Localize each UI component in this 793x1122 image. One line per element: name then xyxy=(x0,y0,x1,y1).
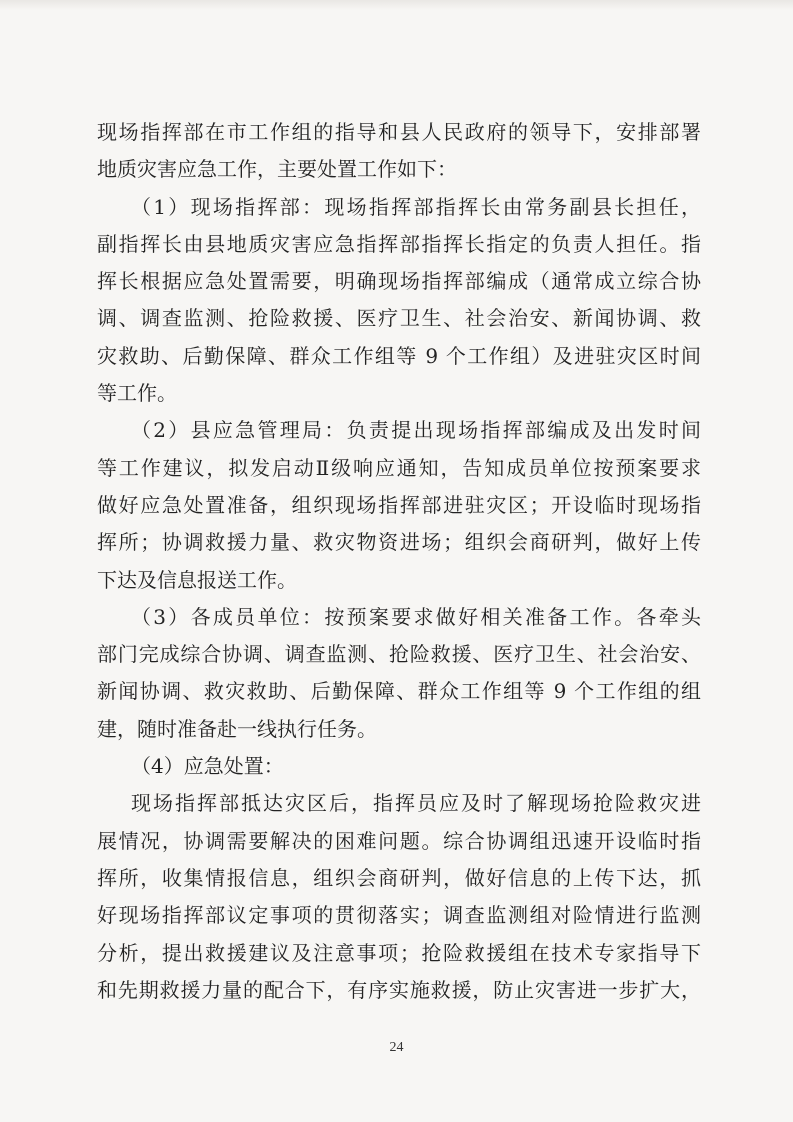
text-line: 挥长根据应急处置需要，明确现场指挥部编成（通常成立综合协 xyxy=(97,269,701,294)
text-line: （1）现场指挥部：现场指挥部指挥长由常务副县长担任， xyxy=(131,194,701,219)
document-body xyxy=(97,114,701,1009)
text-line: 下达及信息报送工作。 xyxy=(97,567,297,592)
text-line: 建，随时准备赴一线执行任务。 xyxy=(97,716,377,741)
text-line: 做好应急处置准备，组织现场指挥部进驻灾区；开设临时现场指 xyxy=(97,492,701,517)
text-line: 和先期救援力量的配合下，有序实施救援，防止灾害进一步扩大， xyxy=(97,977,701,1002)
page-number: 24 xyxy=(389,1040,404,1055)
text-line: 灾救助、后勤保障、群众工作组等 9 个工作组）及进驻灾区时间 xyxy=(97,343,701,368)
text-line: 部门完成综合协调、调查监测、抢险救援、医疗卫生、社会治安、 xyxy=(97,642,701,667)
text-line: 副指挥长由县地质灾害应急指挥部指挥长指定的负责人担任。指 xyxy=(97,231,701,256)
text-line: 好现场指挥部议定事项的贯彻落实；调查监测组对险情进行监测 xyxy=(97,903,701,928)
text-line: 调、调查监测、抢险救援、医疗卫生、社会治安、新闻协调、救 xyxy=(97,306,701,331)
text-line: 现场指挥部抵达灾区后，指挥员应及时了解现场抢险救灾进 xyxy=(131,791,701,816)
scan-edge xyxy=(0,0,793,10)
text-line: （4）应急处置： xyxy=(131,754,284,779)
text-line: 等工作。 xyxy=(97,381,177,406)
text-line: 等工作建议，拟发启动Ⅱ级响应通知，告知成员单位按预案要求 xyxy=(97,455,701,480)
text-line: 现场指挥部在市工作组的指导和县人民政府的领导下，安排部署 xyxy=(97,120,701,144)
text-line: 挥所，收集情报信息，组织会商研判，做好信息的上传下达，抓 xyxy=(97,865,701,890)
text-line: 新闻协调、救灾救助、后勤保障、群众工作组等 9 个工作组的组 xyxy=(97,679,701,704)
text-line: 展情况，协调需要解决的困难问题。综合协调组迅速开设临时指 xyxy=(97,828,701,853)
text-line: 地质灾害应急工作，主要处置工作如下： xyxy=(97,157,457,182)
text-line: （3）各成员单位：按预案要求做好相关准备工作。各牵头 xyxy=(131,604,701,629)
text-line: 分析，提出救援建议及注意事项；抢险救援组在技术专家指导下 xyxy=(97,940,701,965)
text-line: 挥所；协调救援力量、救灾物资进场；组织会商研判，做好上传 xyxy=(97,530,701,555)
text-line: （2）县应急管理局：负责提出现场指挥部编成及出发时间 xyxy=(131,418,701,443)
